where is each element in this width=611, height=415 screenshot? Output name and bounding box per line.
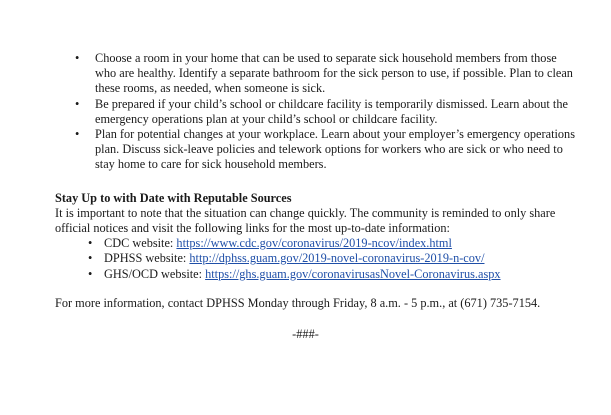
list-item [72, 51, 577, 97]
list-item [72, 97, 577, 127]
link-list [88, 236, 501, 282]
bullet-text: Choose a room in your home that can be used to separate sick household members from those who are healthy. Identify a separate bathroom for the sick person to use, if possible. Plan to clean these rooms, as needed, when someone is sick. [95, 51, 573, 96]
ghs-ocd-website-link[interactable]: https://ghs.guam.gov/coronavirusasNovel-Coronavirus.aspx [205, 266, 501, 281]
bullet-text: Plan for potential changes at your workplace. Learn about your employer’s emergency operations plan. Discuss sick-leave policies and telework options for workers who are sick or who need to stay home to care for sick household members. [95, 127, 575, 172]
bullet-icon: • [75, 127, 80, 142]
list-item [72, 127, 577, 173]
bullet-icon: • [88, 251, 93, 266]
cdc-website-link[interactable]: https://www.cdc.gov/coronavirus/2019-ncov/index.html [176, 236, 452, 250]
dphss-website-link[interactable]: http://dphss.guam.gov/2019-novel-coronavirus-2019-n-cov/ [189, 251, 485, 266]
link-label: GHS/OCD website: [104, 266, 206, 281]
preparedness-bullet-list [72, 51, 577, 173]
link-label: CDC website: [104, 236, 177, 250]
link-list-item [88, 251, 501, 266]
link-list-item [88, 267, 501, 282]
bullet-icon: • [88, 266, 93, 281]
bullet-icon: • [88, 236, 93, 250]
bullet-text: Be prepared if your child’s school or childcare facility is temporarily dismissed. Learn about the emergency operations plan at your child’s school or childcare facility. [95, 96, 568, 126]
section-paragraph: It is important to note that the situation can change quickly. The community is reminded to only share official notices and visit the following links for the most up-to-date information: [55, 206, 556, 235]
bullet-icon: • [75, 51, 80, 65]
end-mark: -###- [292, 327, 319, 341]
bullet-icon: • [75, 96, 80, 111]
link-list-item [88, 236, 501, 251]
contact-info: For more information, contact DPHSS Monday through Friday, 8 a.m. - 5 p.m., at (671) 735-7154. [55, 296, 541, 310]
section-heading: Stay Up to with Date with Reputable Sources [55, 191, 292, 205]
link-label: DPHSS website: [104, 251, 190, 266]
